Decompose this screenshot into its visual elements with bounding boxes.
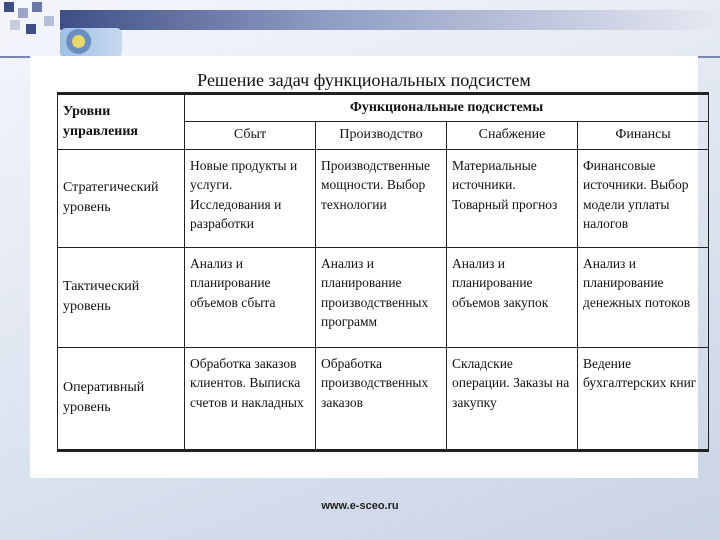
- row-level-label: Стратегический уровень: [58, 149, 185, 247]
- table-row-operational: [58, 347, 709, 450]
- slide-image: [30, 56, 698, 478]
- table-cell: Новые продукты и услуги. Исследования и разработки: [185, 149, 316, 247]
- table-cell: Производственные мощности. Выбор технологии: [316, 149, 447, 247]
- row-level-label: Тактический уровень: [58, 247, 185, 347]
- column-header-sales: Сбыт: [185, 122, 316, 149]
- table-cell: Анализ и планирование денежных потоков: [578, 247, 709, 347]
- levels-header: Уровни управления: [58, 94, 185, 150]
- functional-header: Функциональные подсистемы: [185, 94, 709, 122]
- site-url[interactable]: www.e-sceo.ru: [321, 500, 399, 512]
- row-level-label: Оперативный уровень: [58, 347, 185, 450]
- table-title: Решение задач функциональных подсистем: [197, 70, 531, 90]
- column-header-production: Производство: [316, 122, 447, 149]
- table-cell: Анализ и планирование объемов сбыта: [185, 247, 316, 347]
- table-cell: Анализ и планирование производственных программ: [316, 247, 447, 347]
- functional-subsystems-table: [57, 92, 709, 452]
- logo-image: [60, 28, 122, 58]
- table-cell: Обработка заказов клиентов. Выписка счетов и накладных: [185, 347, 316, 450]
- table-row-tactical: [58, 247, 709, 347]
- table-cell: Складские операции. Заказы на закупку: [447, 347, 578, 450]
- table-cell: Материальные источники. Товарный прогноз: [447, 149, 578, 247]
- table-cell: Финансовые источники. Выбор модели уплаты налогов: [578, 149, 709, 247]
- column-header-supply: Снабжение: [447, 122, 578, 149]
- column-header-finance: Финансы: [578, 122, 709, 149]
- table-cell: Анализ и планирование объемов закупок: [447, 247, 578, 347]
- table-row-strategic: [58, 149, 709, 247]
- table-cell: Ведение бухгалтерских книг: [578, 347, 709, 450]
- table-cell: Обработка производственных заказов: [316, 347, 447, 450]
